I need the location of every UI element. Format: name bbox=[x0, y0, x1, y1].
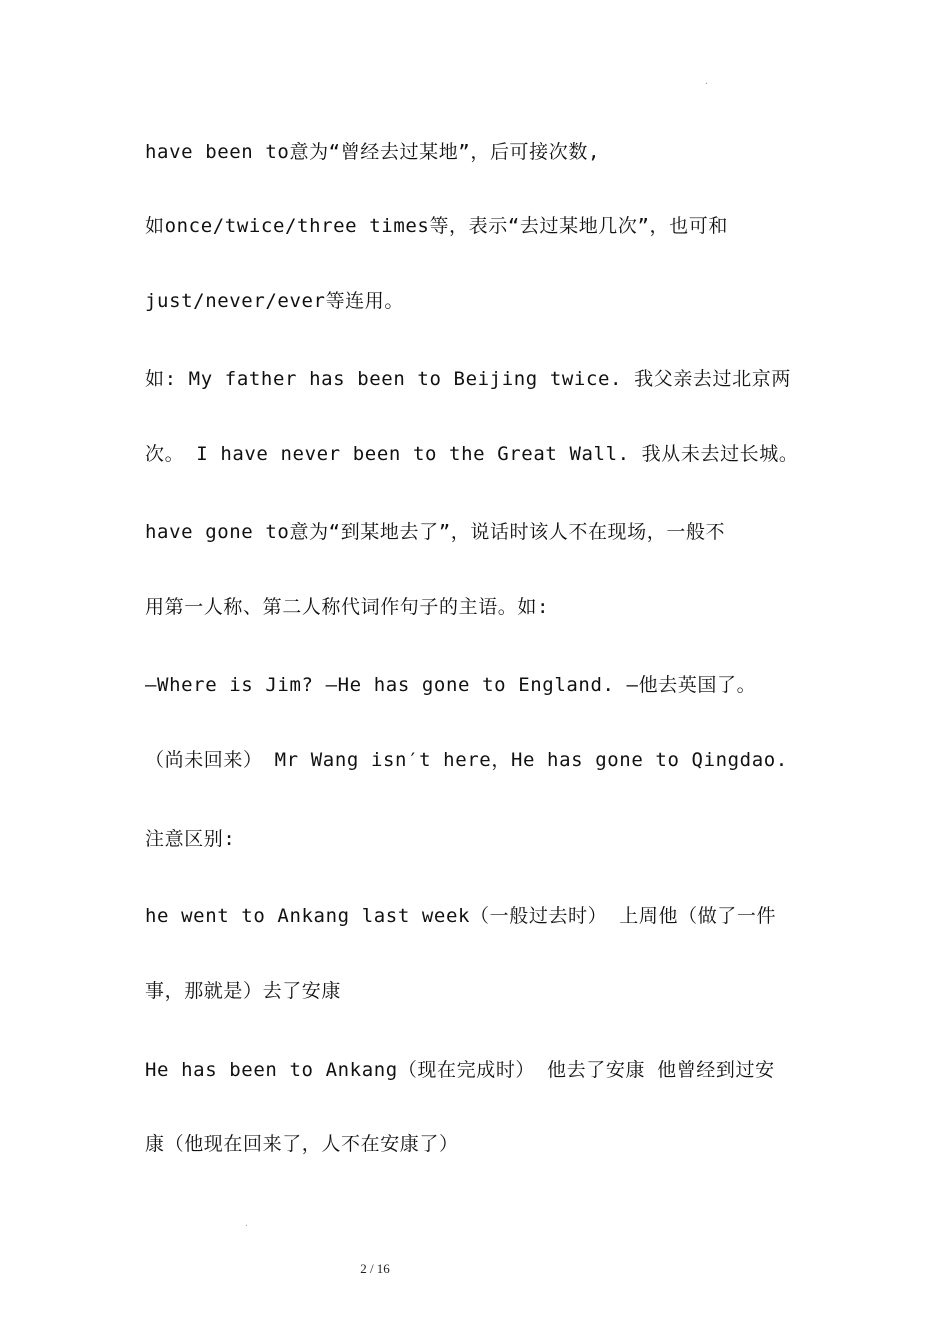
text-line-5: 次。 I have never been to the Great Wall. 我从未去过长城。 bbox=[145, 443, 799, 465]
text-line-1: have been to意为“曾经去过某地”，后可接次数, bbox=[145, 141, 600, 163]
text-line-4: 如: My father has been to Beijing twice. 我父亲去过北京两 bbox=[145, 368, 791, 390]
text-line-8: —Where is Jim? —He has gone to England. —他去英国了。 bbox=[145, 674, 757, 696]
text-line-6: have gone to意为“到某地去了”，说话时该人不在现场，一般不 bbox=[145, 521, 726, 543]
text-line-2: 如once/twice/three times等，表示“去过某地几次”，也可和 bbox=[145, 215, 728, 237]
text-line-7: 用第一人称、第二人称代词作句子的主语。如: bbox=[145, 596, 550, 618]
text-line-14: 康（他现在回来了，人不在安康了） bbox=[145, 1133, 459, 1155]
text-line-3: just/never/ever等连用。 bbox=[145, 290, 404, 312]
corner-mark-bottom: . bbox=[244, 1219, 249, 1228]
text-line-13: He has been to Ankang（现在完成时） 他去了安康 他曾经到过安 bbox=[145, 1059, 775, 1081]
text-line-12: 事，那就是）去了安康 bbox=[145, 980, 342, 1002]
text-line-9: （尚未回来） Mr Wang isn′t here，He has gone to Qingdao. bbox=[145, 749, 788, 771]
text-line-10: 注意区别: bbox=[145, 828, 236, 850]
corner-mark-top: . bbox=[704, 77, 709, 86]
text-line-11: he went to Ankang last week（一般过去时） 上周他（做了一件 bbox=[145, 905, 777, 927]
page-number: 2 / 16 bbox=[360, 1261, 390, 1276]
